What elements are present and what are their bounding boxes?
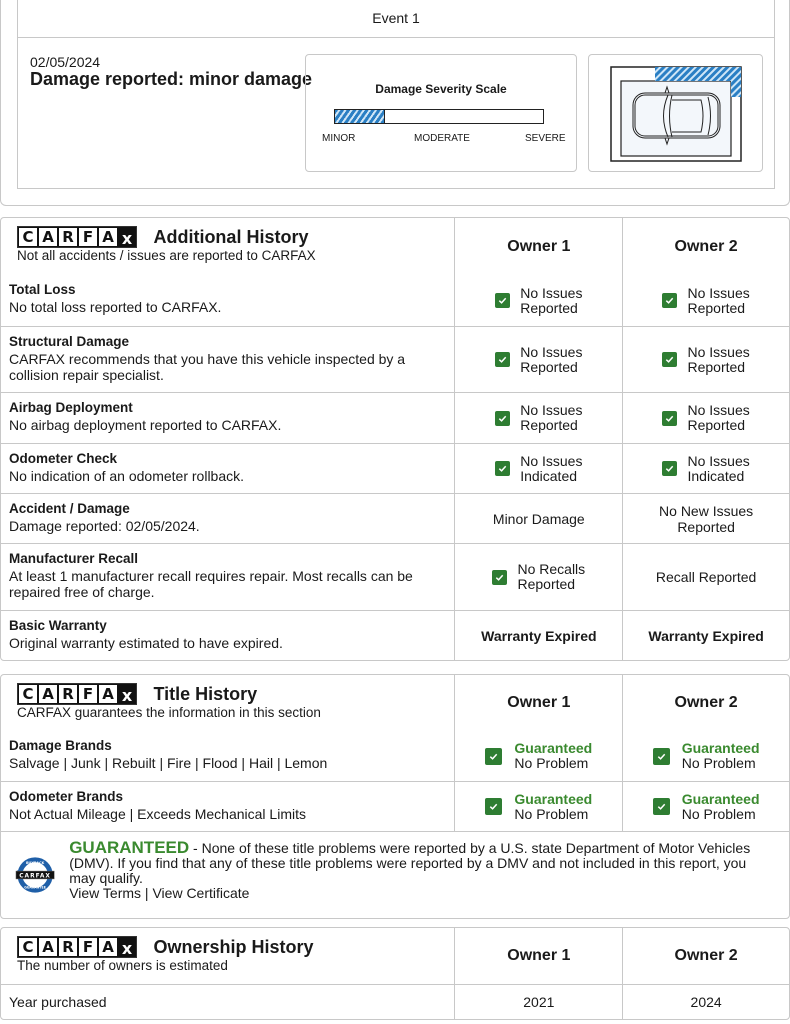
status-text-line: Minor Damage: [492, 510, 585, 527]
owner-1-status: [455, 275, 622, 326]
row-title: Odometer Brands: [9, 789, 124, 804]
table-row: [1, 392, 789, 443]
owner-1-header: Owner 1: [507, 947, 571, 964]
logo-letter: R: [59, 685, 77, 703]
damage-severity-scale: [305, 54, 577, 172]
logo-letter: C: [19, 685, 37, 703]
title-history-header: [1, 675, 455, 731]
check-icon: [662, 293, 677, 308]
row-info: [1, 393, 455, 443]
section-subtitle: The number of owners is estimated: [17, 958, 228, 973]
logo-letter: R: [59, 228, 77, 246]
status-text-line: No Issues: [687, 343, 750, 360]
status-text-line: Reported: [520, 299, 578, 316]
owner-2-value: 2024: [622, 985, 789, 1019]
owner-1-status: [455, 327, 622, 392]
owner-2-status: [622, 731, 789, 781]
status-text-line: No Issues: [687, 284, 750, 301]
guaranteed-label: Guaranteed: [514, 740, 593, 756]
table-row: [1, 275, 789, 326]
row-label: Year purchased: [1, 985, 455, 1019]
buyback-guarantee: [1, 831, 789, 918]
row-description: Not Actual Mileage | Exceeds Mechanical Limits: [9, 806, 306, 822]
guaranteed-label: Guaranteed: [681, 740, 760, 756]
row-info: [1, 444, 455, 493]
status-value: No Problem: [681, 805, 756, 822]
status-value: No Problem: [514, 755, 589, 771]
row-title: Airbag Deployment: [9, 400, 133, 415]
guarantee-text: [69, 840, 775, 910]
table-row: [1, 493, 789, 543]
status-text-line: No Recalls: [517, 561, 586, 577]
table-row: [1, 781, 789, 831]
severity-label-minor: MINOR: [322, 133, 356, 144]
check-icon: [662, 352, 677, 367]
logo-letter: x: [119, 938, 135, 956]
logo-letter: C: [19, 228, 37, 246]
owner-1-status: [455, 782, 622, 831]
severity-label-moderate: MODERATE: [414, 133, 470, 144]
row-description: CARFAX recommends that you have this vehicle inspected by a collision repair specialist.: [9, 351, 406, 383]
guaranteed-label: Guaranteed: [681, 790, 760, 807]
logo-letter: x: [119, 685, 135, 703]
owner-2-header: Owner 2: [622, 675, 789, 731]
ownership-history-header: [1, 928, 455, 984]
row-description: No airbag deployment reported to CARFAX.: [9, 417, 282, 433]
severity-label-severe: SEVERE: [525, 133, 566, 144]
row-info: [1, 494, 455, 543]
status-text-line: Reported: [687, 358, 746, 375]
status-value: No Problem: [681, 755, 756, 771]
check-icon: [662, 411, 677, 426]
status-text-line: Indicated: [520, 467, 578, 484]
section-title: Title History: [153, 683, 258, 704]
link-separator: |: [141, 885, 153, 901]
owner-1-header: Owner 1: [507, 694, 571, 711]
status-text-line: Warranty Expired: [481, 627, 597, 644]
row-title: Basic Warranty: [9, 618, 107, 633]
logo-letter: A: [99, 938, 117, 956]
row-title: Odometer Check: [9, 451, 118, 466]
row-description: Damage reported: 02/05/2024.: [9, 518, 200, 534]
guaranteed-label: Guaranteed: [514, 790, 593, 807]
logo-letter: F: [79, 228, 97, 246]
car-diagram-icon: [589, 55, 764, 173]
additional-history-header: [1, 218, 455, 275]
row-info: [1, 782, 455, 831]
table-row: [1, 443, 789, 493]
event-date: 02/05/2024: [30, 54, 101, 70]
row-info: [1, 544, 455, 610]
logo-letter: A: [39, 228, 57, 246]
section-subtitle: Not all accidents / issues are reported to CARFAX: [17, 248, 316, 263]
row-title: Structural Damage: [9, 334, 130, 349]
check-icon: [653, 748, 670, 765]
logo-letter: x: [119, 228, 135, 246]
status-text-line: No Issues: [520, 402, 583, 418]
owner-2-status: [622, 444, 789, 493]
owner-2-status: [622, 494, 789, 543]
owner-2-status: [622, 393, 789, 443]
title-history-section: [0, 674, 790, 919]
logo-letter: A: [99, 228, 117, 246]
owner-2-status: [622, 327, 789, 392]
status-text-line: Reported: [687, 299, 746, 316]
logo-letter: A: [39, 685, 57, 703]
owner-2-status: [622, 275, 789, 326]
ownership-history-section: [0, 927, 790, 1020]
severity-title: Damage Severity Scale: [375, 82, 507, 96]
row-info: [1, 731, 455, 781]
owner-1-status: [455, 544, 622, 610]
table-row: [1, 543, 789, 610]
additional-history-section: [0, 217, 790, 661]
check-icon: [662, 461, 677, 476]
owner-1-status: [455, 494, 622, 543]
owner-1-status: [455, 444, 622, 493]
row-description: Salvage | Junk | Rebuilt | Fire | Flood | Hail | Lemon: [9, 755, 328, 771]
event-detail: [17, 0, 775, 189]
row-title: Damage Brands: [9, 738, 112, 753]
status-value: No Problem: [514, 805, 589, 822]
owner-1-header: Owner 1: [507, 237, 571, 255]
status-text-line: Reported: [520, 417, 578, 433]
owner-1-status: [455, 731, 622, 781]
owner-2-header: Owner 2: [622, 218, 789, 275]
status-text-line: No Issues: [687, 402, 750, 418]
view-certificate-link[interactable]: View Certificate: [152, 885, 250, 901]
row-title: Manufacturer Recall: [9, 551, 139, 566]
logo-letter: F: [79, 685, 97, 703]
check-icon: [492, 570, 507, 585]
section-title: Additional History: [153, 226, 309, 247]
table-row: [1, 326, 789, 392]
check-icon: [495, 352, 510, 367]
section-title: Ownership History: [153, 936, 314, 957]
event-title: Damage reported: minor damage: [30, 69, 313, 89]
owner-2-status: [622, 782, 789, 831]
carfax-logo: [17, 936, 137, 958]
status-text-line: Reported: [517, 576, 576, 592]
row-info: [1, 275, 455, 326]
row-title: Total Loss: [9, 282, 76, 297]
guarantee-description: - None of these title problems were reported by a U.S. state Department of Motor Vehicles (DMV). If you find that any of these title problems were reported by a DMV and not included in this report, you may qualify.: [69, 840, 751, 886]
status-text-line: Reported: [677, 518, 735, 535]
damage-location-diagram: [588, 54, 763, 172]
owner-2-header: Owner 2: [622, 928, 789, 984]
status-text-line: No New Issues: [659, 502, 754, 519]
logo-letter: C: [19, 938, 37, 956]
carfax-logo: [17, 683, 137, 705]
status-text-line: No Issues: [520, 452, 583, 469]
owner-2-status: [622, 611, 789, 660]
table-row: [1, 610, 789, 660]
owner-1-status: [455, 611, 622, 660]
check-icon: [495, 411, 510, 426]
row-description: Original warranty estimated to have expired.: [9, 635, 283, 651]
event-header: Event 1: [18, 0, 774, 38]
guarantee-heading: GUARANTEED: [69, 838, 190, 857]
status-text-line: No Issues: [520, 343, 583, 360]
row-description: No total loss reported to CARFAX.: [9, 299, 222, 315]
table-row: [1, 731, 789, 781]
check-icon: [495, 461, 510, 476]
row-info: [1, 611, 455, 660]
row-description: At least 1 manufacturer recall requires repair. Most recalls can be repaired free of charge.: [9, 568, 413, 600]
owner-1-value: 2021: [523, 994, 555, 1010]
badge-logo-text: CARFAX: [19, 873, 51, 880]
logo-letter: F: [79, 938, 97, 956]
buyback-guarantee-badge-icon: [15, 840, 55, 910]
status-text-line: Reported: [687, 417, 746, 433]
carfax-logo: [17, 226, 137, 248]
badge-top-text: BUYBACK: [25, 861, 45, 866]
severity-bar: [334, 109, 544, 124]
severity-fill: [335, 110, 385, 123]
row-info: [1, 327, 455, 392]
check-icon: [485, 748, 502, 765]
badge-bottom-text: GUARANTEE: [24, 885, 46, 890]
status-text-line: Warranty Expired: [648, 627, 764, 644]
logo-letter: R: [59, 938, 77, 956]
event-card: [0, 0, 790, 206]
status-text-line: No Issues: [520, 284, 583, 301]
check-icon: [653, 798, 670, 815]
view-terms-link[interactable]: View Terms: [69, 885, 142, 901]
check-icon: [485, 798, 502, 815]
check-icon: [495, 293, 510, 308]
table-row: [1, 984, 789, 1019]
row-description: No indication of an odometer rollback.: [9, 468, 245, 484]
owner-1-status: [455, 393, 622, 443]
status-text-line: Reported: [520, 358, 578, 375]
owner-2-status: [622, 544, 789, 610]
status-text-line: No Issues: [687, 452, 750, 469]
row-title: Accident / Damage: [9, 501, 130, 516]
status-text-line: Recall Reported: [655, 569, 757, 585]
status-text-line: Indicated: [687, 467, 745, 484]
section-subtitle: CARFAX guarantees the information in this section: [17, 705, 321, 720]
logo-letter: A: [99, 685, 117, 703]
logo-letter: A: [39, 938, 57, 956]
